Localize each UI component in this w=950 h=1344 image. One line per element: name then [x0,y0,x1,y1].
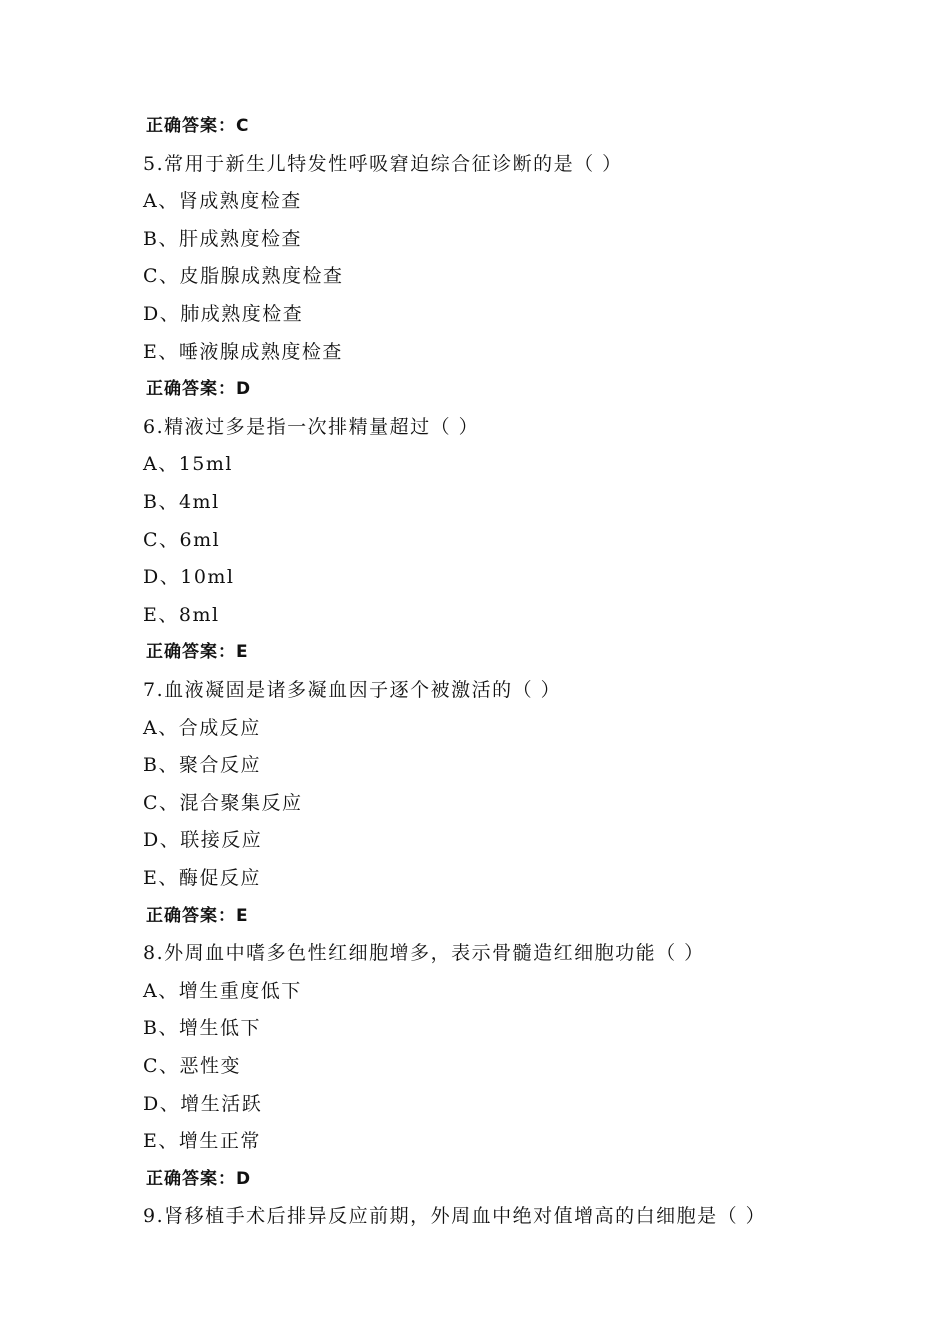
question-stem: 8.外周血中嗜多色性红细胞增多，表示骨髓造红细胞功能（ ） [143,942,705,965]
answer-option: D、增生活跃 [143,1092,263,1115]
correct-answer: 正确答案：D [146,379,252,400]
answer-option: B、4ml [143,491,220,513]
question-stem: 6.精液过多是指一次排精量超过（ ） [143,415,480,438]
answer-option: E、增生正常 [143,1130,261,1153]
answer-option: E、唾液腺成熟度检查 [143,340,343,363]
answer-option: A、增生重度低下 [143,979,302,1002]
correct-answer: 正确答案：C [146,116,250,136]
correct-answer: 正确答案：E [146,905,249,926]
answer-option: C、皮脂腺成熟度检查 [143,265,344,288]
answer-option: D、肺成熟度检查 [143,303,304,325]
answer-option: A、肾成熟度检查 [143,190,302,213]
answer-option: D、10ml [143,566,235,589]
answer-option: A、合成反应 [143,716,261,739]
question-stem: 9.肾移植手术后排异反应前期，外周血中绝对值增高的白细胞是（ ） [143,1205,767,1228]
question-stem: 5.常用于新生儿特发性呼吸窘迫综合征诊断的是（ ） [143,152,623,175]
correct-answer: 正确答案：E [146,642,249,663]
answer-option: B、聚合反应 [143,754,261,777]
answer-option: B、肝成熟度检查 [143,227,302,250]
answer-option: D、联接反应 [143,829,263,852]
correct-answer: 正确答案：D [146,1168,252,1189]
answer-option: B、增生低下 [143,1017,261,1040]
answer-option: E、8ml [143,603,220,626]
answer-option: C、混合聚集反应 [143,791,303,814]
answer-option: C、恶性变 [143,1055,242,1077]
answer-option: E、酶促反应 [143,867,261,889]
answer-option: A、15ml [143,453,233,476]
answer-option: C、6ml [143,528,221,551]
question-stem: 7.血液凝固是诸多凝血因子逐个被激活的（ ） [143,679,562,701]
